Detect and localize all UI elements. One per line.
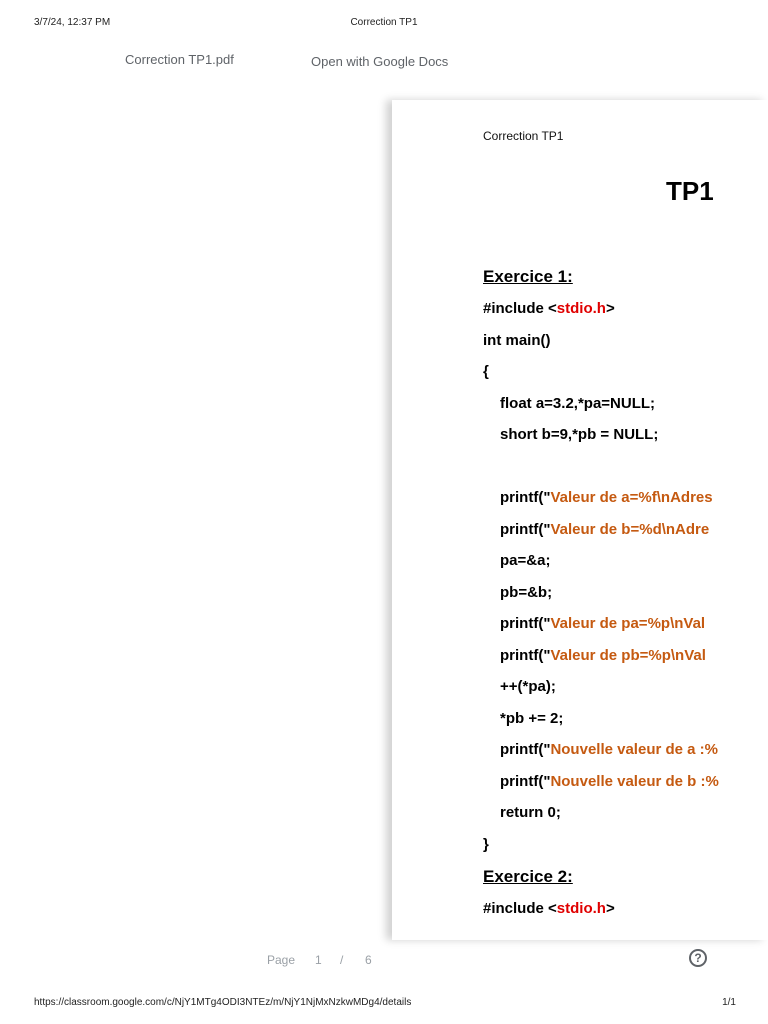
code-line: ++(*pa); bbox=[500, 678, 556, 695]
code-listing bbox=[483, 260, 768, 925]
code-line: { bbox=[483, 363, 489, 380]
code-line: pa=&a; bbox=[500, 552, 551, 569]
code-line: float a=3.2,*pa=NULL; bbox=[500, 394, 656, 412]
help-icon[interactable]: ? bbox=[689, 949, 707, 967]
code-line: int main() bbox=[483, 331, 551, 349]
print-footer-url: https://classroom.google.com/c/NjY1MTg4ODI3NTEz/m/NjY1NjMxNzkwMDg4/details bbox=[34, 997, 412, 1008]
code-line: short b=9,*pb = NULL; bbox=[500, 426, 659, 443]
code-line: printf("Nouvelle valeur de b :% bbox=[500, 772, 719, 790]
blank-line bbox=[483, 451, 768, 483]
code-line: } bbox=[483, 835, 489, 853]
code-line: printf("Valeur de b=%d\nAdre bbox=[500, 520, 710, 538]
exercise-heading: Exercice 2: bbox=[483, 867, 573, 886]
code-line: printf("Valeur de a=%f\nAdres bbox=[500, 489, 713, 506]
document-title: TP1 bbox=[666, 176, 714, 206]
code-line: printf("Nouvelle valeur de a :% bbox=[500, 741, 719, 758]
open-with-google-docs-button[interactable]: Open with Google Docs bbox=[311, 54, 449, 69]
total-pages: 6 bbox=[365, 953, 372, 967]
code-line: #include <stdio.h> bbox=[483, 300, 615, 317]
exercise-heading: Exercice 1: bbox=[483, 267, 573, 286]
page-separator: / bbox=[340, 953, 344, 967]
page-label: Page bbox=[267, 953, 296, 967]
code-line: return 0; bbox=[500, 804, 561, 821]
print-date: 3/7/24, 12:37 PM bbox=[34, 17, 111, 28]
page-navigation bbox=[0, 953, 768, 969]
print-title: Correction TP1 bbox=[350, 17, 418, 28]
document-header: Correction TP1 bbox=[483, 129, 564, 143]
document-page bbox=[392, 100, 768, 940]
file-name: Correction TP1.pdf bbox=[125, 52, 234, 67]
print-footer-page-count: 1/1 bbox=[722, 997, 736, 1008]
code-line: printf("Valeur de pa=%p\nVal bbox=[500, 615, 706, 632]
code-line: #include <stdio.h> bbox=[483, 900, 615, 917]
code-line: *pb += 2; bbox=[500, 709, 564, 727]
code-line: printf("Valeur de pb=%p\nVal bbox=[500, 646, 706, 664]
current-page-input[interactable]: 1 bbox=[315, 953, 322, 967]
code-line: pb=&b; bbox=[500, 583, 553, 601]
